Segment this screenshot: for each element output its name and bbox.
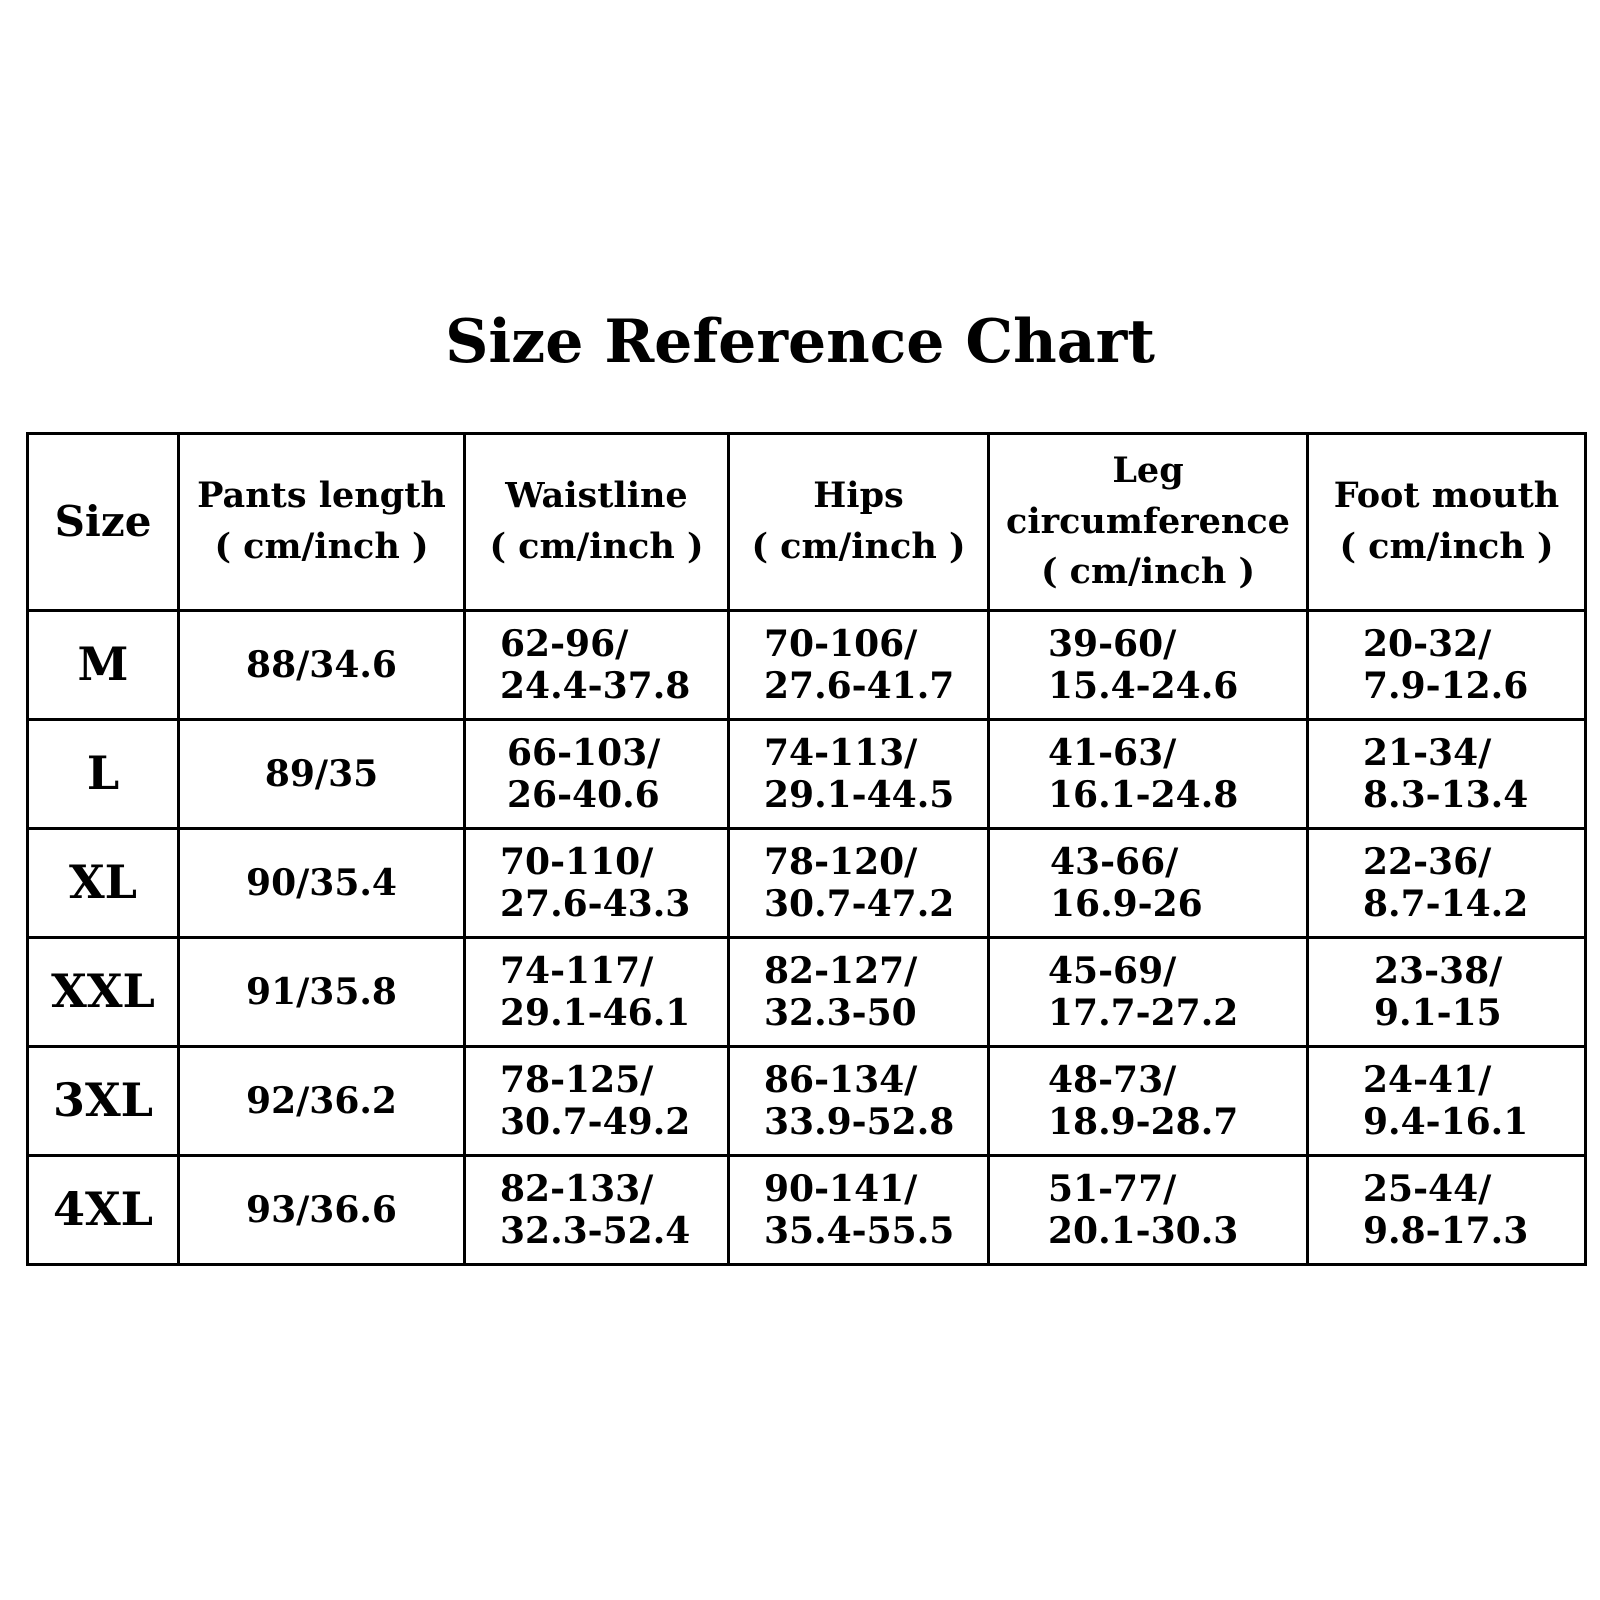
header-size: Size bbox=[28, 434, 179, 611]
waistline-inch: 30.7-49.2 bbox=[500, 1101, 691, 1143]
waistline-cm: 70-110/ bbox=[500, 840, 654, 883]
foot-mouth-inch: 9.8-17.3 bbox=[1363, 1210, 1529, 1252]
leg-circumference-cell bbox=[989, 1047, 1308, 1156]
foot-mouth-cm: 20-32/ bbox=[1363, 622, 1492, 665]
waistline-cm: 78-125/ bbox=[500, 1058, 654, 1101]
leg-cm: 41-63/ bbox=[1048, 731, 1177, 774]
leg-circumference-cell bbox=[989, 829, 1308, 938]
pants-length-cell: 88/34.6 bbox=[179, 611, 465, 720]
header-foot-mouth-label: Foot mouth bbox=[1333, 475, 1560, 517]
foot-mouth-cm: 24-41/ bbox=[1363, 1058, 1492, 1101]
size-cell: 4XL bbox=[28, 1156, 179, 1265]
foot-mouth-cm: 25-44/ bbox=[1363, 1167, 1492, 1210]
leg-cm: 39-60/ bbox=[1048, 622, 1177, 665]
leg-circumference-cell bbox=[989, 938, 1308, 1047]
hips-cell bbox=[729, 1047, 989, 1156]
waistline-cell bbox=[465, 938, 729, 1047]
leg-inch: 15.4-24.6 bbox=[1048, 665, 1239, 707]
hips-inch: 27.6-41.7 bbox=[764, 665, 955, 707]
leg-circumference-cell bbox=[989, 1156, 1308, 1265]
waistline-cell bbox=[465, 1047, 729, 1156]
hips-cm: 86-134/ bbox=[764, 1058, 918, 1101]
waistline-inch: 26-40.6 bbox=[507, 774, 660, 816]
header-waistline bbox=[465, 434, 729, 611]
foot-mouth-cell bbox=[1308, 1047, 1586, 1156]
hips-cell bbox=[729, 720, 989, 829]
leg-inch: 16.9-26 bbox=[1050, 883, 1203, 925]
leg-cm: 45-69/ bbox=[1048, 949, 1177, 992]
hips-inch: 29.1-44.5 bbox=[764, 774, 955, 816]
pants-length-cell: 91/35.8 bbox=[179, 938, 465, 1047]
header-foot-mouth bbox=[1308, 434, 1586, 611]
foot-mouth-inch: 9.4-16.1 bbox=[1363, 1101, 1529, 1143]
hips-inch: 32.3-50 bbox=[764, 992, 917, 1034]
foot-mouth-inch: 7.9-12.6 bbox=[1363, 665, 1529, 707]
waistline-cm: 62-96/ bbox=[500, 622, 629, 665]
chart-title: Size Reference Chart bbox=[445, 307, 1155, 377]
header-hips-label: Hips bbox=[813, 475, 904, 517]
header-waistline-label: Waistline bbox=[505, 475, 688, 517]
hips-cell bbox=[729, 829, 989, 938]
leg-inch: 16.1-24.8 bbox=[1048, 774, 1239, 816]
waistline-cell bbox=[465, 1156, 729, 1265]
table-row bbox=[28, 720, 1586, 829]
header-hips bbox=[729, 434, 989, 611]
size-cell: L bbox=[28, 720, 179, 829]
size-cell: 3XL bbox=[28, 1047, 179, 1156]
foot-mouth-inch: 8.3-13.4 bbox=[1363, 774, 1529, 816]
waistline-inch: 32.3-52.4 bbox=[500, 1210, 691, 1252]
pants-length-cell: 89/35 bbox=[179, 720, 465, 829]
leg-cm: 43-66/ bbox=[1050, 840, 1179, 883]
header-pants-length-unit: ( cm/inch ) bbox=[214, 526, 429, 567]
waistline-cell bbox=[465, 611, 729, 720]
leg-cm: 51-77/ bbox=[1048, 1167, 1177, 1210]
hips-inch: 35.4-55.5 bbox=[764, 1210, 955, 1252]
waistline-cm: 66-103/ bbox=[507, 731, 661, 774]
table-row bbox=[28, 1047, 1586, 1156]
hips-cm: 70-106/ bbox=[764, 622, 918, 665]
header-leg-label: Leg bbox=[1112, 449, 1184, 491]
foot-mouth-cell bbox=[1308, 829, 1586, 938]
size-cell: XL bbox=[28, 829, 179, 938]
header-leg-label-2: circumference bbox=[1006, 500, 1290, 542]
leg-inch: 20.1-30.3 bbox=[1048, 1210, 1239, 1252]
waistline-cell bbox=[465, 829, 729, 938]
foot-mouth-inch: 9.1-15 bbox=[1374, 992, 1502, 1034]
leg-inch: 18.9-28.7 bbox=[1048, 1101, 1239, 1143]
pants-length-cell: 93/36.6 bbox=[179, 1156, 465, 1265]
leg-circumference-cell bbox=[989, 611, 1308, 720]
hips-inch: 33.9-52.8 bbox=[764, 1101, 955, 1143]
table-row bbox=[28, 611, 1586, 720]
hips-cell bbox=[729, 1156, 989, 1265]
header-pants-length bbox=[179, 434, 465, 611]
foot-mouth-cm: 22-36/ bbox=[1363, 840, 1492, 883]
hips-cm: 82-127/ bbox=[764, 949, 918, 992]
waistline-inch: 27.6-43.3 bbox=[500, 883, 691, 925]
table-row bbox=[28, 938, 1586, 1047]
header-leg-circumference bbox=[989, 434, 1308, 611]
size-cell: XXL bbox=[28, 938, 179, 1047]
pants-length-cell: 92/36.2 bbox=[179, 1047, 465, 1156]
hips-cell bbox=[729, 938, 989, 1047]
table-row bbox=[28, 829, 1586, 938]
hips-cell bbox=[729, 611, 989, 720]
waistline-cm: 74-117/ bbox=[500, 949, 654, 992]
header-pants-length-label: Pants length bbox=[197, 475, 446, 517]
hips-cm: 74-113/ bbox=[764, 731, 918, 774]
hips-inch: 30.7-47.2 bbox=[764, 883, 955, 925]
foot-mouth-cm: 23-38/ bbox=[1374, 949, 1503, 992]
foot-mouth-inch: 8.7-14.2 bbox=[1363, 883, 1529, 925]
header-waistline-unit: ( cm/inch ) bbox=[489, 526, 704, 567]
hips-cm: 78-120/ bbox=[764, 840, 918, 883]
leg-circumference-cell bbox=[989, 720, 1308, 829]
header-foot-mouth-unit: ( cm/inch ) bbox=[1339, 526, 1554, 567]
header-row bbox=[28, 434, 1586, 611]
waistline-cell bbox=[465, 720, 729, 829]
foot-mouth-cell bbox=[1308, 938, 1586, 1047]
hips-cm: 90-141/ bbox=[764, 1167, 918, 1210]
leg-cm: 48-73/ bbox=[1048, 1058, 1177, 1101]
size-reference-table bbox=[26, 432, 1587, 1266]
waistline-cm: 82-133/ bbox=[500, 1167, 654, 1210]
foot-mouth-cell bbox=[1308, 611, 1586, 720]
size-cell: M bbox=[28, 611, 179, 720]
header-leg-unit: ( cm/inch ) bbox=[1040, 551, 1256, 593]
pants-length-cell: 90/35.4 bbox=[179, 829, 465, 938]
header-hips-unit: ( cm/inch ) bbox=[751, 526, 966, 567]
foot-mouth-cell bbox=[1308, 1156, 1586, 1265]
leg-inch: 17.7-27.2 bbox=[1048, 992, 1239, 1034]
waistline-inch: 29.1-46.1 bbox=[500, 992, 691, 1034]
waistline-inch: 24.4-37.8 bbox=[500, 665, 691, 707]
foot-mouth-cell bbox=[1308, 720, 1586, 829]
table-row bbox=[28, 1156, 1586, 1265]
foot-mouth-cm: 21-34/ bbox=[1363, 731, 1492, 774]
